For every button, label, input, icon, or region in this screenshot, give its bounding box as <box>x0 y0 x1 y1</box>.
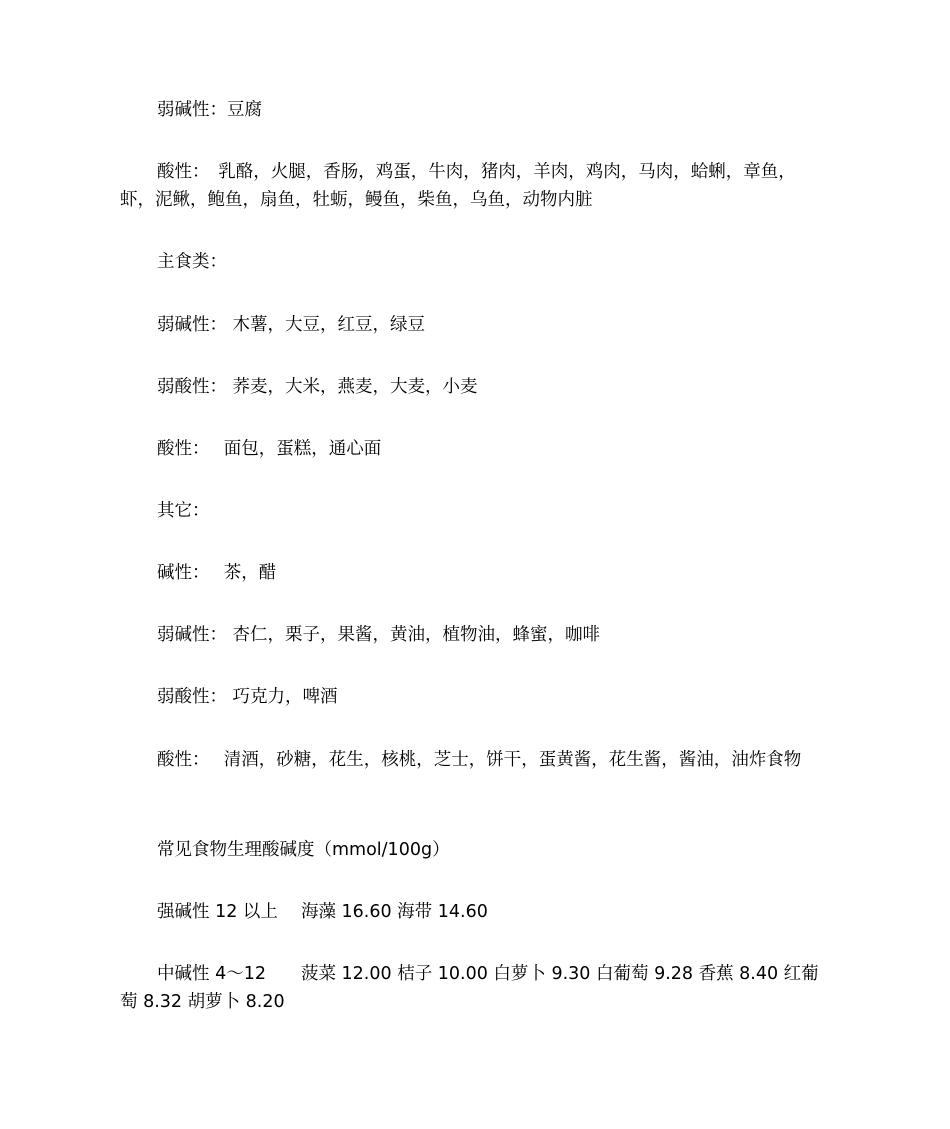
paragraph-staple-acidic: 酸性： 面包，蛋糕，通心面 <box>157 439 382 459</box>
paragraph-others-weak-acidic: 弱酸性： 巧克力，啤酒 <box>157 687 338 707</box>
paragraph-acidic-meats: 酸性： 乳酪，火腿，香肠，鸡蛋，牛肉，猪肉，羊肉，鸡肉，马肉，蛤蜊，章鱼，虾，泥鳅，鲍鱼，扇鱼，牡蛎，鳗鱼，柴鱼，乌鱼，动物内脏 <box>120 162 796 210</box>
paragraph-others-weak-alkaline: 弱碱性： 杏仁，栗子，果酱，黄油，植物油，蜂蜜，咖啡 <box>157 625 601 645</box>
paragraph-staple-weak-acidic: 弱酸性： 荞麦，大米，燕麦，大麦，小麦 <box>157 377 478 397</box>
paragraph-others-alkaline: 碱性： 茶，醋 <box>157 563 277 583</box>
heading-staple-foods: 主食类： <box>157 252 227 272</box>
heading-others: 其它： <box>157 501 210 521</box>
paragraph-weak-alkaline-tofu: 弱碱性：豆腐 <box>157 100 262 120</box>
heading-ph-table: 常见食物生理酸碱度（mmol/100g） <box>157 840 450 860</box>
paragraph-others-acidic: 酸性： 清酒，砂糖，花生，核桃，芝士，饼干，蛋黄酱，花生酱，酱油，油炸食物 <box>157 750 802 770</box>
paragraph-medium-alkaline: 中碱性 4～12 菠菜 12.00 桔子 10.00 白萝卜 9.30 白葡萄 9.28 香蕉 8.40 红葡萄 8.32 胡萝卜 8.20 <box>120 964 819 1012</box>
paragraph-staple-weak-alkaline: 弱碱性： 木薯，大豆，红豆，绿豆 <box>157 315 426 335</box>
paragraph-strong-alkaline: 强碱性 12 以上 海藻 16.60 海带 14.60 <box>157 902 488 922</box>
